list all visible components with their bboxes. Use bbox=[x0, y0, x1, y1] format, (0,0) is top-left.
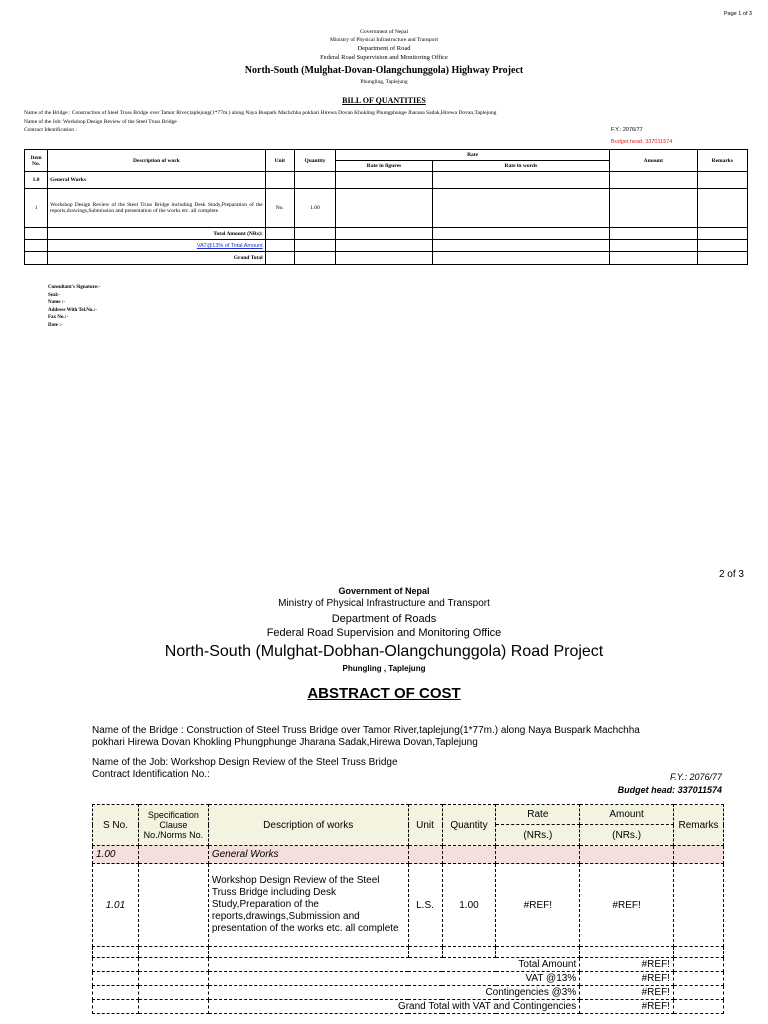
header-quantity: Quantity bbox=[442, 805, 496, 846]
ministry-heading: Ministry of Physical Infrastructure and Transport bbox=[330, 37, 438, 43]
vat-label: VAT@13% of Total Amount bbox=[48, 240, 266, 252]
budget-head: Budget head: 337011574 bbox=[617, 785, 722, 795]
header-amount-unit: (NRs.) bbox=[580, 825, 674, 846]
page-2 bbox=[0, 560, 768, 1024]
bill-of-quantities-table bbox=[24, 149, 748, 265]
header-sno: S No. bbox=[93, 805, 139, 846]
row-amount: #REF! bbox=[580, 864, 674, 947]
bridge-name: Name of the Bridge : Construction of Steel Truss Bridge over Tamor River,taplejung(1*77m.) along Naya Buspark Machchha pokhari Hirewa Dovan Khokling Phungphunge Jharana Sadak,Hirewa Dovan,Taplejung bbox=[24, 110, 497, 116]
fiscal-year: F.Y.: 2076/77 bbox=[611, 127, 643, 133]
header-amount: Amount bbox=[580, 805, 674, 825]
table-header-row bbox=[93, 805, 724, 825]
office-heading: Federal Road Supervision and Monitoring Office bbox=[266, 627, 502, 639]
fiscal-year: F.Y.: 2076/77 bbox=[669, 772, 722, 782]
row-description: Workshop Design Review of the Steel Truss Bridge including Desk Study,Preparation of the reports,drawings,Submission and presentation of the works etc. all complete bbox=[208, 864, 408, 947]
header-rate-words: Rate in words bbox=[432, 161, 609, 172]
project-title: North-South (Mulghat-Dovan-Olangchunggola) Highway Project bbox=[244, 65, 524, 76]
vat-row bbox=[93, 972, 724, 986]
table-row bbox=[93, 864, 724, 947]
contract-id: Contract Identification No.: bbox=[92, 769, 210, 780]
contingencies-row bbox=[93, 986, 724, 1000]
header-quantity: Quantity bbox=[294, 150, 335, 172]
header-description: Description of works bbox=[208, 805, 408, 846]
page-number: 2 of 3 bbox=[718, 569, 744, 580]
grand-total-row bbox=[25, 252, 748, 265]
date-line: Date :- bbox=[48, 322, 63, 328]
bridge-name-line-1: Name of the Bridge : Construction of Steel Truss Bridge over Tamor River,taplejung(1*77m.) along Naya Buspark Machchha bbox=[92, 725, 640, 736]
office-heading: Federal Road Supervision and Monitoring Office bbox=[320, 54, 448, 61]
spacer-row bbox=[93, 947, 724, 958]
address-line: Address With Tel.No.:- bbox=[48, 307, 97, 313]
row-quantity: 1.00 bbox=[294, 189, 335, 228]
header-rate: Rate bbox=[336, 150, 610, 161]
budget-head: Budget head: 337011574 bbox=[611, 139, 673, 145]
row-unit: L.S. bbox=[408, 864, 442, 947]
contingencies-value: #REF! bbox=[580, 986, 674, 1000]
vat-row bbox=[25, 240, 748, 252]
bridge-name-line-2: pokhari Hirewa Dovan Khokling Phungphunge Jharana Sadak,Hirewa Dovan,Taplejung bbox=[92, 737, 478, 748]
gov-heading: Government of Nepal bbox=[360, 29, 408, 35]
section-number: 1.00 bbox=[93, 846, 139, 864]
page-number: Page 1 of 3 bbox=[723, 11, 752, 17]
total-amount-row bbox=[93, 958, 724, 972]
row-rate: #REF! bbox=[496, 864, 580, 947]
row-number: 1 bbox=[25, 189, 48, 228]
vat-label: VAT @13% bbox=[208, 972, 579, 986]
grand-total-row bbox=[93, 1000, 724, 1014]
doc-title: BILL OF QUANTITIES bbox=[342, 96, 426, 105]
header-item-no: Item No. bbox=[25, 150, 48, 172]
location: Phungling , Taplejung bbox=[342, 664, 426, 673]
header-remarks: Remarks bbox=[673, 805, 723, 846]
section-number: 1.0 bbox=[25, 172, 48, 189]
header-remarks: Remarks bbox=[697, 150, 747, 172]
ministry-heading: Ministry of Physical Infrastructure and Transport bbox=[278, 598, 490, 609]
header-unit: Unit bbox=[265, 150, 294, 172]
location: Phungling, Taplejung bbox=[360, 79, 408, 85]
dept-heading: Department of Road bbox=[357, 45, 411, 52]
job-name: Name of the Job: Workshop Design Review of the Steel Truss Bridge bbox=[92, 757, 398, 768]
abstract-of-cost-table bbox=[92, 804, 724, 1014]
fax-line: Fax No.:- bbox=[48, 315, 68, 321]
header-rate: Rate bbox=[496, 805, 580, 825]
table-row bbox=[25, 189, 748, 228]
header-amount: Amount bbox=[610, 150, 698, 172]
header-spec-clause: Specification Clause No./Norms No. bbox=[138, 805, 208, 846]
total-amount-value: #REF! bbox=[580, 958, 674, 972]
header-description: Description of work bbox=[48, 150, 266, 172]
row-unit: No. bbox=[265, 189, 294, 228]
gov-heading: Government of Nepal bbox=[338, 586, 430, 596]
name-line: Name :- bbox=[48, 300, 66, 306]
total-row bbox=[25, 228, 748, 240]
doc-title: ABSTRACT OF COST bbox=[307, 685, 461, 702]
row-number: 1.01 bbox=[93, 864, 139, 947]
signature-block bbox=[48, 284, 100, 330]
header-unit: Unit bbox=[408, 805, 442, 846]
dept-heading: Department of Roads bbox=[331, 613, 437, 625]
header-rate-unit: (NRs.) bbox=[496, 825, 580, 846]
signature-line: Consultant's Signature:- bbox=[48, 285, 101, 290]
grand-total-label: Grand Total with VAT and Contingencies bbox=[208, 1000, 579, 1014]
total-amount-label: Total Amount bbox=[208, 958, 579, 972]
section-row bbox=[93, 846, 724, 864]
section-name: General Works bbox=[208, 846, 408, 864]
header-rate-figures: Rate in figures bbox=[336, 161, 433, 172]
grand-total-value: #REF! bbox=[580, 1000, 674, 1014]
table-header-row bbox=[25, 150, 748, 161]
row-quantity: 1.00 bbox=[442, 864, 496, 947]
vat-value: #REF! bbox=[580, 972, 674, 986]
total-amount-label: Total Amount (NRs): bbox=[48, 228, 266, 240]
seal-line: Seal:- bbox=[48, 292, 61, 298]
job-name: Name of the Job: Workshop Design Review of the Steel Truss Bridge bbox=[24, 119, 177, 125]
row-description: Workshop Design Review of the Steel Truss Bridge including Desk Study,Preparation of the reports,drawings,Submission and presentation of the works etc. all complete bbox=[48, 189, 266, 228]
grand-total-label: Grand Total bbox=[48, 252, 266, 265]
project-title: North-South (Mulghat-Dobhan-Olangchunggola) Road Project bbox=[164, 643, 604, 660]
section-name: General Works bbox=[48, 172, 266, 189]
section-row bbox=[25, 172, 748, 189]
contingencies-label: Contingencies @3% bbox=[208, 986, 579, 1000]
contract-id: Contract Identification : bbox=[24, 127, 77, 133]
